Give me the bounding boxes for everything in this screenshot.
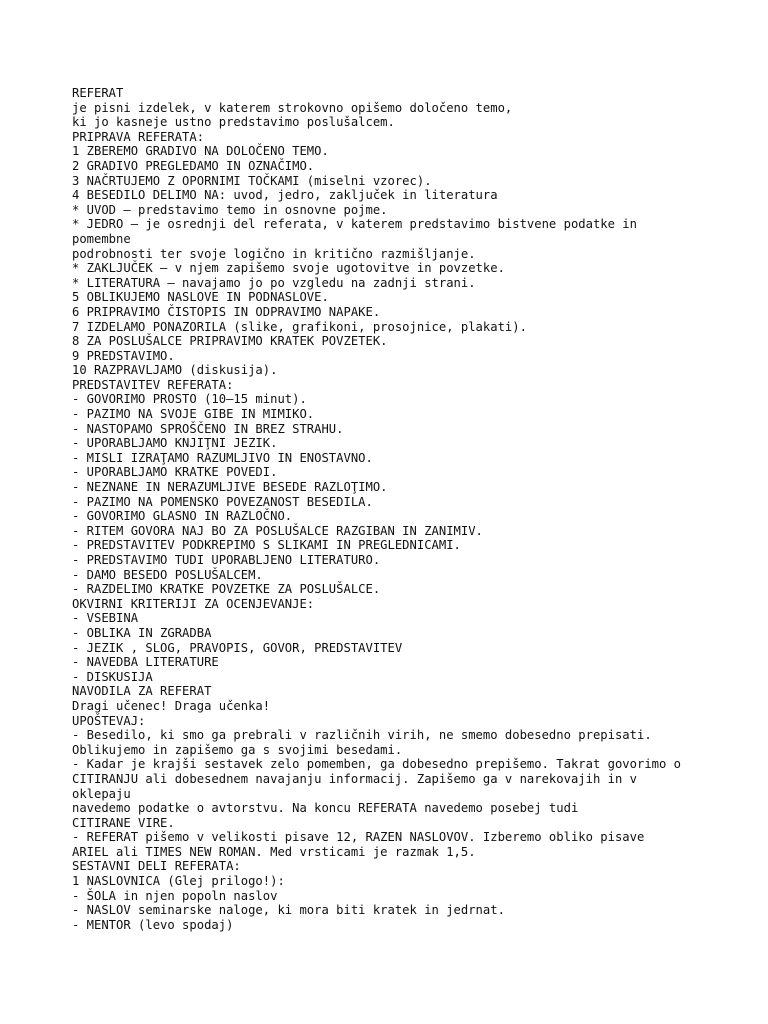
list-item: - GOVORIMO GLASNO IN RAZLOČNO. bbox=[72, 509, 293, 524]
list-item: - UPORABLJAMO KRATKE POVEDI. bbox=[72, 465, 278, 480]
list-item: 1 NASLOVNICA (Glej prilogo!): bbox=[72, 874, 285, 889]
text-line: Dragi učenec! Draga učenka! bbox=[72, 698, 271, 713]
list-item: - JEZIK , SLOG, PRAVOPIS, GOVOR, PREDSTAVITEV bbox=[72, 640, 403, 655]
document-title: REFERAT bbox=[72, 86, 124, 100]
text-line: CITIRANJU ali dobesednem navajanju informacij. Zapišemo ga v narekovajih in v bbox=[72, 771, 637, 786]
list-item: - DISKUSIJA bbox=[72, 669, 153, 684]
list-item: - Kadar je krajši sestavek zelo pomemben, ga dobesedno prepišemo. Takrat govorimo o bbox=[72, 757, 682, 772]
list-item: - PREDSTAVIMO TUDI UPORABLJENO LITERATURO. bbox=[72, 553, 381, 567]
section-heading: PRIPRAVA REFERATA: bbox=[72, 129, 205, 144]
section-heading: OKVIRNI KRITERIJI ZA OCENJEVANJE: bbox=[72, 596, 315, 611]
list-item: 9 PREDSTAVIMO. bbox=[72, 348, 175, 363]
text-line: ki jo kasneje ustno predstavimo poslušalcem. bbox=[72, 115, 395, 130]
text-line: podrobnosti ter svoje logično in kritično razmišljanje. bbox=[72, 246, 476, 261]
section-heading: UPOŠTEVAJ: bbox=[72, 713, 146, 728]
list-item: 10 RAZPRAVLJAMO (diskusija). bbox=[72, 363, 278, 378]
text-line: pomembne bbox=[72, 231, 131, 246]
list-item: - ŠOLA in njen popoln naslov bbox=[72, 888, 278, 903]
list-item: 1 ZBEREMO GRADIVO NA DOLOČENO TEMO. bbox=[72, 144, 329, 159]
list-item: - RAZDELIMO KRATKE POVZETKE ZA POSLUŠALCE. bbox=[72, 582, 381, 597]
section-heading: PREDSTAVITEV REFERATA: bbox=[72, 377, 234, 392]
list-item: 5 OBLIKUJEMO NASLOVE IN PODNASLOVE. bbox=[72, 290, 329, 305]
list-item: 2 GRADIVO PREGLEDAMO IN OZNAČIMO. bbox=[72, 158, 315, 173]
list-item: - NASTOPAMO SPROŠČENO IN BREZ STRAHU. bbox=[72, 421, 344, 436]
section-heading: NAVODILA ZA REFERAT bbox=[72, 684, 212, 699]
list-item: * ZAKLJUČEK – v njem zapišemo svoje ugotovitve in povzetke. bbox=[72, 261, 505, 276]
list-item: - UPORABLJAMO KNJIŢNI JEZIK. bbox=[72, 436, 278, 451]
list-item: * JEDRO – je osrednji del referata, v katerem predstavimo bistvene podatke in bbox=[72, 217, 637, 232]
list-item: * UVOD – predstavimo temo in osnovne pojme. bbox=[72, 202, 388, 217]
text-line: Oblikujemo in zapišemo ga s svojimi besedami. bbox=[72, 742, 403, 757]
list-item: - MENTOR (levo spodaj) bbox=[72, 917, 234, 932]
list-item: - Besedilo, ki smo ga prebrali v različnih virih, ne smemo dobesedno prepisati. bbox=[72, 728, 652, 743]
list-item: - NASLOV seminarske naloge, ki mora biti kratek in jedrnat. bbox=[72, 903, 505, 918]
list-item: - OBLIKA IN ZGRADBA bbox=[72, 625, 212, 640]
text-line: oklepaju bbox=[72, 786, 131, 801]
text-line: ARIEL ali TIMES NEW ROMAN. Med vrsticami je razmak 1,5. bbox=[72, 844, 476, 859]
list-item: 4 BESEDILO DELIMO NA: uvod, jedro, zaključek in literatura bbox=[72, 188, 498, 203]
list-item: * LITERATURA – navajamo jo po vzgledu na zadnji strani. bbox=[72, 275, 476, 290]
text-line: je pisni izdelek, v katerem strokovno opišemo določeno temo, bbox=[72, 100, 513, 115]
list-item: - PAZIMO NA POMENSKO POVEZANOST BESEDILA. bbox=[72, 494, 373, 509]
list-item: - RITEM GOVORA NAJ BO ZA POSLUŠALCE RAZGIBAN IN ZANIMIV. bbox=[72, 523, 483, 538]
list-item: - DAMO BESEDO POSLUŠALCEM. bbox=[72, 567, 263, 582]
list-item: 8 ZA POSLUŠALCE PRIPRAVIMO KRATEK POVZETEK. bbox=[72, 334, 388, 349]
list-item: - MISLI IZRAŢAMO RAZUMLJIVO IN ENOSTAVNO. bbox=[72, 450, 373, 465]
list-item: 3 NAČRTUJEMO Z OPORNIMI TOČKAMI (miselni vzorec). bbox=[72, 173, 432, 188]
list-item: - NEZNANE IN NERAZUMLJIVE BESEDE RAZLOŢIMO. bbox=[72, 480, 388, 495]
list-item: - NAVEDBA LITERATURE bbox=[72, 655, 219, 670]
list-item: - PAZIMO NA SVOJE GIBE IN MIMIKO. bbox=[72, 407, 315, 422]
list-item: - GOVORIMO PROSTO (10–15 minut). bbox=[72, 392, 307, 407]
list-item: - VSEBINA bbox=[72, 611, 139, 626]
list-item: 7 IZDELAMO PONAZORILA (slike, grafikoni, prosojnice, plakati). bbox=[72, 319, 527, 334]
document-body bbox=[72, 86, 712, 932]
list-item: 6 PRIPRAVIMO ČISTOPIS IN ODPRAVIMO NAPAKE. bbox=[72, 304, 381, 319]
section-heading: SESTAVNI DELI REFERATA: bbox=[72, 859, 241, 874]
text-line: CITIRANE VIRE. bbox=[72, 815, 175, 830]
list-item: - REFERAT pišemo v velikosti pisave 12, RAZEN NASLOVOV. Izberemo obliko pisave bbox=[72, 830, 645, 845]
list-item: - PREDSTAVITEV PODKREPIMO S SLIKAMI IN PREGLEDNICAMI. bbox=[72, 538, 461, 553]
text-line: navedemo podatke o avtorstvu. Na koncu REFERATA navedemo posebej tudi bbox=[72, 801, 579, 816]
